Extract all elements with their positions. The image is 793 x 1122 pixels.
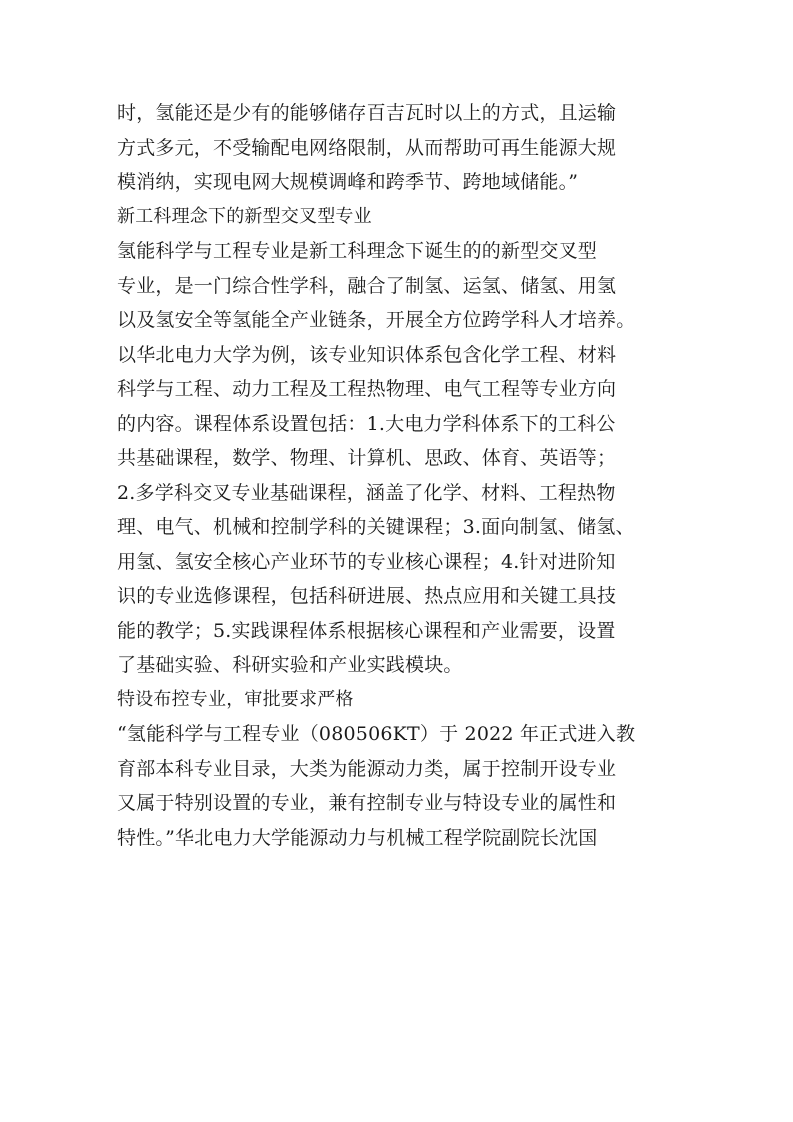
text-line: 科学与工程、动力工程及工程热物理、电气工程等专业方向 (117, 378, 617, 400)
text-line: 以华北电力大学为例，该专业知识体系包含化学工程、材料 (117, 343, 617, 366)
text-line: 时，氢能还是少有的能够储存百吉瓦时以上的方式，且运输 (117, 102, 617, 124)
text-line: 共基础课程，数学、物理、计算机、思政、体育、英语等； (117, 447, 617, 469)
text-line: 了基础实验、科研实验和产业实践模块。 (117, 654, 463, 676)
text-line: “氢能科学与工程专业（080506KT）于 2022 年正式进入教 (117, 723, 636, 745)
document-body (117, 96, 687, 855)
text-line: 方式多元，不受输配电网络限制，从而帮助可再生能源大规 (117, 136, 617, 159)
text-line: 的内容。课程体系设置包括：1.大电力学科体系下的工科公 (117, 412, 616, 435)
text-line: 专业，是一门综合性学科，融合了制氢、运氢、储氢、用氢 (117, 274, 617, 297)
section-heading: 特设布控专业，审批要求严格 (117, 688, 354, 710)
text-line: 又属于特别设置的专业，兼有控制专业与特设专业的属性和 (117, 792, 617, 814)
text-line: 以及氢安全等氢能全产业链条，开展全方位跨学科人才培养。 (117, 309, 636, 331)
text-line: 理、电气、机械和控制学科的关键课程；3.面向制氢、储氢、 (117, 516, 635, 538)
text-line: 能的教学；5.实践课程体系根据核心课程和产业需要，设置 (117, 619, 616, 642)
text-line: 氢能科学与工程专业是新工科理念下诞生的的新型交叉型 (117, 240, 598, 262)
text-line: 用氢、氢安全核心产业环节的专业核心课程；4.针对进阶知 (117, 550, 616, 573)
text-line: 育部本科专业目录，大类为能源动力类，属于控制开设专业 (117, 757, 617, 780)
text-line: 2.多学科交叉专业基础课程，涵盖了化学、材料、工程热物 (117, 481, 616, 504)
text-line: 识的专业选修课程，包括科研进展、热点应用和关键工具技 (117, 585, 617, 607)
text-line: 模消纳，实现电网大规模调峰和跨季节、跨地域储能。” (117, 171, 579, 193)
section-heading: 新工科理念下的新型交叉型专业 (117, 205, 372, 227)
text-line: 特性。”华北电力大学能源动力与机械工程学院副院长沈国 (117, 826, 598, 849)
